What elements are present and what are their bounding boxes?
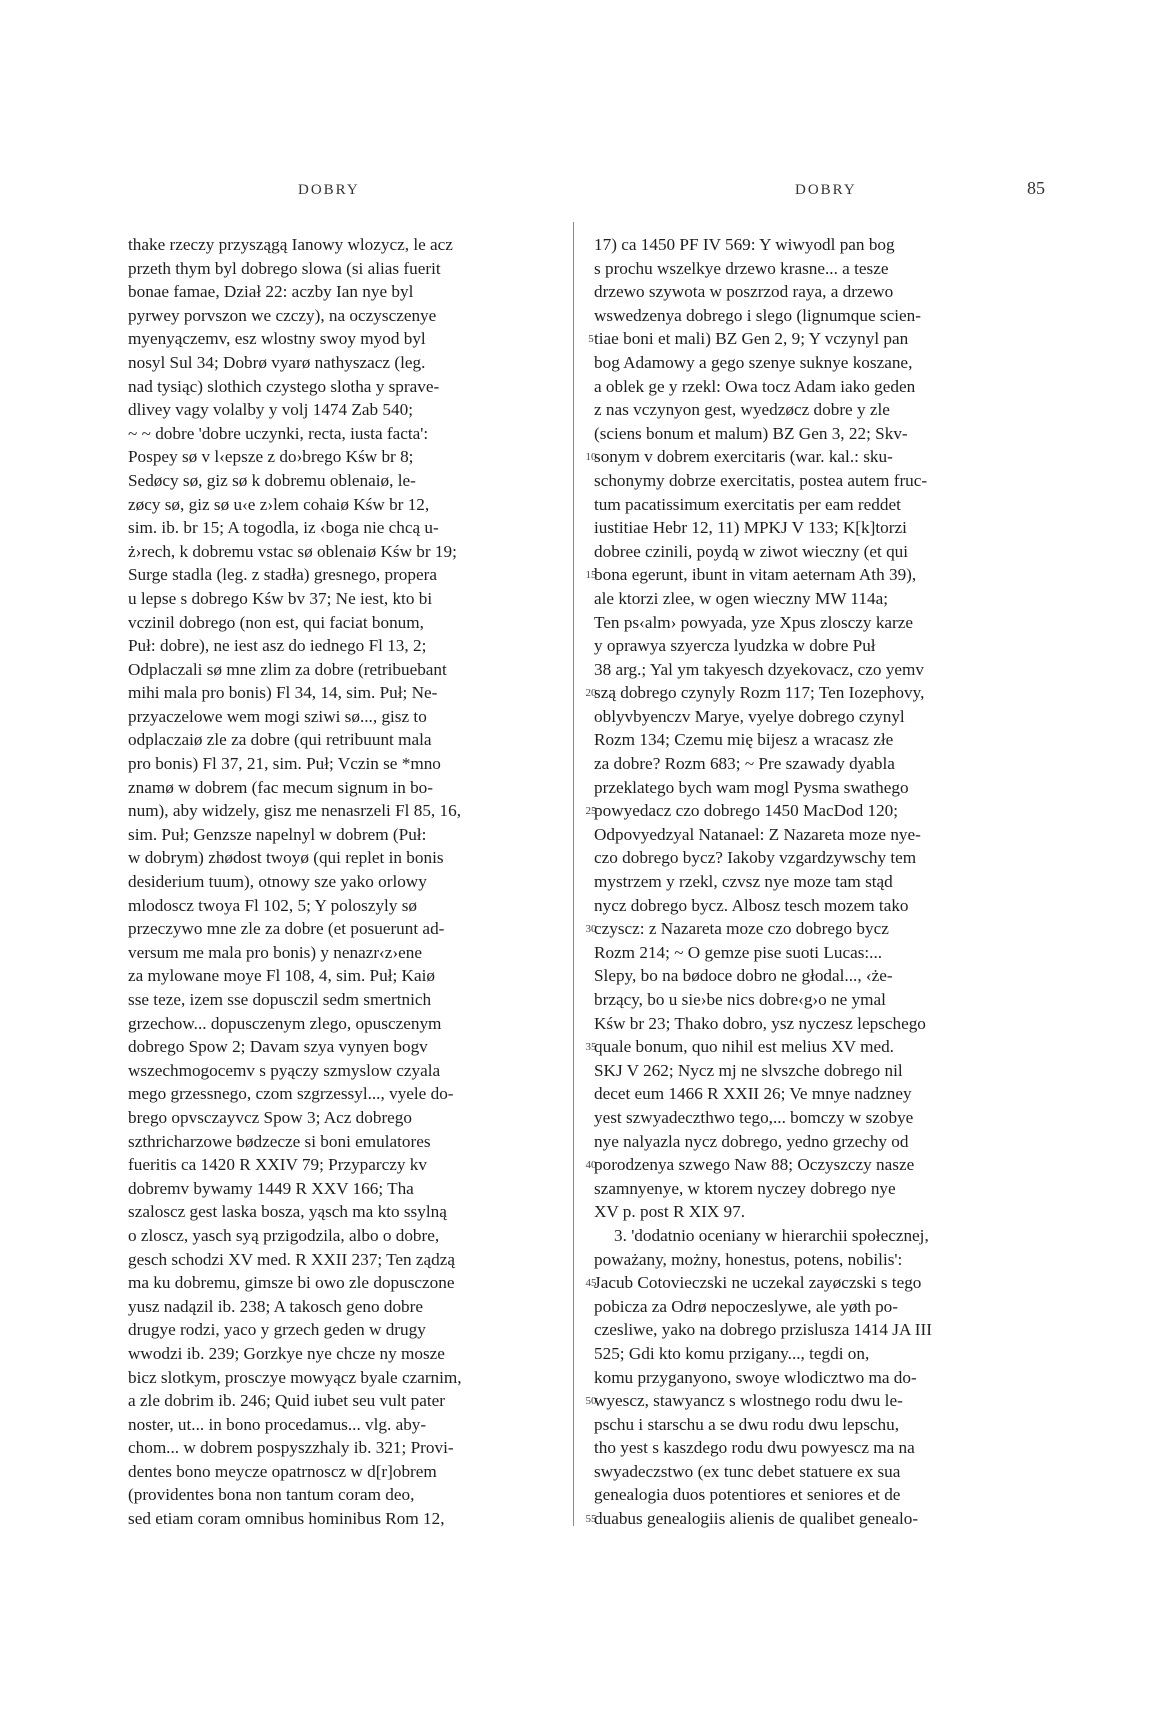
text-line: 525; Gdi kto komu przigany..., tegdi on, [594, 1343, 870, 1363]
text-line: nad tysiąc) slothich czystego slotha y sprave- [128, 376, 440, 396]
text-line: Rozm 134; Czemu mię bijesz a wracasz złe [594, 730, 894, 750]
line-number: 40 [585, 1159, 597, 1172]
text-line: o zloscz, yasch syą przigodzila, albo o dobre, [128, 1225, 440, 1245]
text-line: myenyączemv, esz wlostny swoy myod byl [128, 329, 426, 349]
text-line: szą dobrego czynyly Rozm 117; Ten Iozephovy, [594, 683, 925, 703]
text-line: bonae famae, Dział 22: aczby Ian nye byl [128, 282, 414, 302]
text-line: dobree czinili, poydą w ziwot wieczny (et qui [594, 541, 909, 561]
text-line: za mylowane moye Fl 108, 4, sim. Puł; Kaiø [128, 966, 435, 986]
text-line: za dobre? Rozm 683; ~ Pre szawady dyabla [594, 754, 895, 774]
text-line: porodzenya szwego Naw 88; Oczyszczy nasze [594, 1155, 915, 1175]
text-line: yusz nadązil ib. 238; A takosch geno dobre [128, 1296, 423, 1316]
text-line: ż›rech, k dobremu vstac sø oblenaiø Kśw br 19; [128, 541, 457, 561]
text-line: ma ku dobremu, gimsze bi owo zle dopusczone [128, 1273, 455, 1293]
text-line: a zle dobrim ib. 246; Quid iubet seu vult pater [128, 1391, 445, 1411]
text-line: przeczywo mne zle za dobre (et posuerunt ad- [128, 919, 445, 939]
text-line: swyadeczstwo (ex tunc debet statuere ex sua [594, 1461, 901, 1481]
text-line: drzewo szywota w poszrzod raya, a drzewo [594, 282, 894, 302]
text-line: 38 arg.; Yal ym takyesch dzyekovacz, czo yemv [594, 659, 924, 679]
text-line: yest szwyadeczthwo tego,... bomczy w szobye [594, 1107, 914, 1127]
running-header-left: DOBRY [298, 182, 360, 198]
line-number: 10 [585, 451, 597, 464]
text-line: szthricharzowe bødzecze si boni emulatores [128, 1131, 431, 1151]
text-line: oblyvbyenczv Marye, vyelye dobrego czynyl [594, 706, 905, 726]
text-line: zøcy sø, giz sø u‹e z›lem cohaiø Kśw br 12, [128, 494, 430, 514]
text-line: odplaczaiø zle za dobre (qui retribuunt mala [128, 730, 432, 750]
text-line: s prochu wszelkye drzewo krasne... a tesze [594, 258, 889, 278]
text-line: duabus genealogiis alienis de qualibet genealo- [594, 1509, 919, 1529]
text-line: pyrwey porvszon we czczy), na oczysczenye [128, 305, 437, 325]
text-line: sim. ib. br 15; A togodla, iz ‹boga nie chcą u- [128, 518, 439, 538]
column-divider [573, 222, 574, 1526]
text-line: SKJ V 262; Nycz mj ne slvszche dobrego nil [594, 1060, 903, 1080]
text-line: tum pacatissimum exercitatis per eam reddet [594, 494, 901, 514]
text-line: przeklatego bych wam mogl Pysma swathego [594, 777, 909, 797]
text-line: bona egerunt, ibunt in vitam aeternam Ath 39), [594, 565, 917, 585]
left-text-column [128, 233, 559, 1723]
text-line: sed etiam coram omnibus hominibus Rom 12, [128, 1509, 445, 1529]
text-line: szaloscz gest laska bosza, yąsch ma kto ssylną [128, 1202, 447, 1222]
text-line: thake rzeczy przyszągą Ianowy wlozycz, le acz [128, 235, 453, 254]
line-number: 55 [585, 1513, 597, 1526]
text-line: versum me mala pro bonis) y nenazr‹z›ene [128, 942, 422, 962]
text-line: gesch schodzi XV med. R XXII 237; Ten ządzą [128, 1249, 456, 1269]
text-line: szamnyenye, w ktorem nyczey dobrego nye [594, 1178, 896, 1198]
text-line: sse teze, izem sse dopusczil sedm smertnich [128, 990, 432, 1009]
text-line: dobrego Spow 2; Davam szya vynyen bogv [128, 1037, 428, 1057]
text-line: schonymy dobrze exercitatis, postea autem fruc- [594, 470, 928, 490]
text-line: wswedzenya dobrego i slego (lignumque scien- [594, 305, 921, 325]
text-line: nosyl Sul 34; Dobrø vyarø nathyszacz (leg. [128, 352, 426, 372]
text-line: (sciens bonum et malum) BZ Gen 3, 22; Skv- [594, 423, 908, 443]
text-line: Odpovyedzyal Natanael: Z Nazareta moze nye- [594, 824, 921, 844]
text-line: genealogia duos potentiores et seniores et de [594, 1485, 901, 1505]
text-line: a oblek ge y rzekl: Owa tocz Adam iako geden [594, 376, 916, 396]
text-line: grzechow... dopusczenym zlego, opusczenym [128, 1013, 442, 1033]
line-number: 20 [585, 687, 597, 700]
text-line: chom... w dobrem pospyszzhaly ib. 321; Provi- [128, 1438, 454, 1458]
text-line: pschu i starschu a se dwu rodu dwu lepschu, [594, 1414, 900, 1434]
text-line: czesliwe, yako na dobrego przislusza 1414 JA III [594, 1320, 932, 1340]
text-line: z nas vczynyon gest, wyedzøcz dobre y zle [594, 400, 890, 420]
text-line: bog Adamowy a gego szenye suknye koszane, [594, 352, 913, 372]
text-line: Jacub Cotovieczski ne uczekal zayøczski s tego [594, 1273, 922, 1293]
text-line: czyscz: z Nazareta moze czo dobrego bycz [594, 919, 889, 939]
text-line: 17) ca 1450 PF IV 569: Y wiwyodl pan bog [594, 235, 895, 254]
line-number: 5 [588, 333, 594, 346]
text-line: Odplaczali sø mne zlim za dobre (retribuebant [128, 659, 447, 679]
line-number: 15 [585, 569, 597, 582]
text-line: vczinil dobrego (non est, qui faciat bonum, [128, 612, 424, 632]
text-line: quale bonum, quo nihil est melius XV med. [594, 1037, 894, 1057]
text-line: pro bonis) Fl 37, 21, sim. Puł; Vczin se *mno [128, 754, 441, 774]
text-line: tiae boni et mali) BZ Gen 2, 9; Y vczynyl pan [594, 329, 909, 349]
text-line: noster, ut... in bono procedamus... vlg. aby- [128, 1414, 427, 1434]
text-line: Surge stadla (leg. z stadła) gresnego, propera [128, 565, 437, 585]
right-text-column [594, 233, 1028, 1723]
text-line: Slepy, bo na bødoce dobro ne głodal..., ‹że- [594, 966, 893, 986]
text-line: (providentes bona non tantum coram deo, [128, 1485, 415, 1505]
text-line: sonym v dobrem exercitaris (war. kal.: sku- [594, 447, 893, 467]
text-line: Rozm 214; ~ O gemze pise suoti Lucas:... [594, 942, 883, 962]
text-line: czo dobrego bycz? Iakoby vzgardzywschy tem [594, 848, 917, 868]
line-number: 35 [585, 1041, 597, 1054]
text-line: wszechmogocemv s pyączy szmyslow czyala [128, 1060, 441, 1080]
text-line: Ten ps‹alm› powyada, yze Xpus zlosczy karze [594, 612, 914, 632]
text-line: ~ ~ dobre 'dobre uczynki, recta, iusta facta': [128, 423, 429, 443]
text-line: powyedacz czo dobrego 1450 MacDod 120; [594, 801, 899, 821]
line-number: 45 [585, 1277, 597, 1290]
text-line: mystrzem y rzekl, czvsz nye moze tam stąd [594, 872, 893, 892]
text-line: y oprawya szyercza lyudzka w dobre Puł [594, 636, 876, 656]
text-line: przeth thym byl dobrego slowa (si alias fuerit [128, 258, 441, 278]
text-line: mlodoscz twoya Fl 102, 5; Y poloszyly sø [128, 895, 417, 915]
text-line: znamø w dobrem (fac mecum signum in bo- [128, 777, 433, 797]
line-number: 25 [585, 805, 597, 818]
text-line: pobicza za Odrø nepoczeslywe, ale yøth po- [594, 1296, 898, 1316]
text-line: tho yest s kaszdego rodu dwu powyescz ma na [594, 1438, 915, 1458]
line-number: 50 [585, 1395, 597, 1408]
text-line: dobremv bywamy 1449 R XXV 166; Tha [128, 1178, 414, 1198]
text-line: brego opvsczayvcz Spow 3; Acz dobrego [128, 1107, 412, 1127]
page-number: 85 [1027, 178, 1045, 198]
line-number: 30 [585, 923, 597, 936]
text-line: dlivey vagy volalby y volj 1474 Zab 540; [128, 400, 413, 420]
text-line: decet eum 1466 R XXII 26; Ve mnye nadzney [594, 1084, 912, 1104]
text-line: Puł: dobre), ne iest asz do iednego Fl 13, 2; [128, 636, 427, 656]
text-line: sim. Puł; Genzsze napelnyl w dobrem (Puł: [128, 824, 427, 844]
text-line: drugye rodzi, yaco y grzech geden w drugy [128, 1320, 426, 1340]
text-line: Pospey sø v l‹epsze z do›brego Kśw br 8; [128, 447, 414, 467]
text-line: wwodzi ib. 239; Gorzkye nye chcze ny mosze [128, 1343, 445, 1363]
text-line: Kśw br 23; Thako dobro, ysz nyczesz lepschego [594, 1013, 926, 1033]
text-line: num), aby widzely, gisz me nenasrzeli Fl 85, 16, [128, 801, 462, 821]
text-line: desiderium tuum), otnowy sze yako orlowy [128, 872, 427, 892]
text-line: wyescz, stawyancz s wlostnego rodu dwu le- [594, 1391, 903, 1411]
text-line: bicz slotkym, prosczye mowyącz byale czarnim, [128, 1367, 462, 1387]
text-line: komu przyganyono, swoye wlodicztwo ma do- [594, 1367, 917, 1387]
text-line: w dobrym) zhødost twoyø (qui replet in bonis [128, 848, 444, 868]
text-line: fueritis ca 1420 R XXIV 79; Przyparczy kv [128, 1155, 427, 1175]
text-line: ale ktorzi zlee, w ogen wieczny MW 114a; [594, 588, 888, 608]
text-line: 3. 'dodatnio oceniany w hierarchii społecznej, [614, 1225, 929, 1245]
text-line: XV p. post R XIX 97. [594, 1202, 746, 1222]
text-line: brzący, bo u sie›be nics dobre‹g›o ne ymal [594, 990, 886, 1009]
text-line: nycz dobrego bycz. Albosz tesch mozem tako [594, 895, 909, 915]
text-line: mihi mala pro bonis) Fl 34, 14, sim. Puł; Ne- [128, 683, 438, 703]
text-line: dentes bono meycze opatrnoscz w d[r]obrem [128, 1461, 437, 1481]
text-line: u lepse s dobrego Kśw bv 37; Ne iest, kto bi [128, 588, 433, 608]
running-header-right: DOBRY [795, 182, 857, 198]
text-line: iustitiae Hebr 12, 11) MPKJ V 133; K[k]torzi [594, 518, 907, 538]
text-line: poważany, możny, honestus, potens, nobilis': [594, 1249, 903, 1269]
text-line: Sedøcy sø, giz sø k dobremu oblenaiø, le- [128, 470, 416, 490]
text-line: przyaczelowe wem mogi sziwi sø..., gisz to [128, 706, 427, 726]
text-line: mego grzessnego, czom szgrzessyl..., vyele do- [128, 1084, 454, 1104]
text-line: nye nalyazla nycz dobrego, yedno grzechy od [594, 1131, 909, 1151]
